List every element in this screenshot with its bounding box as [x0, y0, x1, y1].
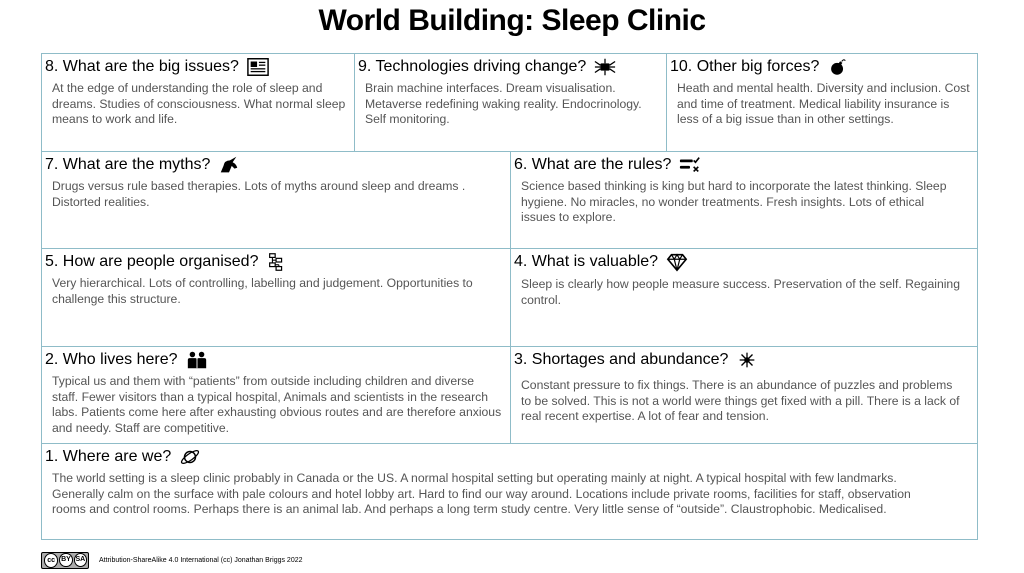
org-chart-icon — [266, 252, 288, 272]
cell-heading — [358, 57, 616, 77]
newspaper-icon — [247, 57, 269, 77]
cell-body: Brain machine interfaces. Dream visualisation. Metaverse redefining waking reality. Endocrinology. Self monitoring. — [365, 81, 642, 127]
cell-body: Sleep is clearly how people measure success. Preservation of the self. Regaining control. — [521, 277, 960, 307]
heading-text: 3. Shortages and abundance? — [514, 351, 729, 368]
unicorn-icon — [218, 155, 240, 175]
sparkle-icon — [736, 350, 758, 370]
heading-text: 8. What are the big issues? — [45, 58, 239, 75]
cell-organised — [42, 249, 511, 347]
cell-body: Drugs versus rule based therapies. Lots of myths around sleep and dreams . Distorted realities. — [52, 179, 466, 209]
heading-text: 6. What are the rules? — [514, 156, 672, 173]
cell-heading — [45, 447, 201, 467]
heading-text: 2. Who lives here? — [45, 351, 178, 368]
cell-body: At the edge of understanding the role of sleep and dreams. Studies of consciousness. What normal sleep means to work and life. — [52, 81, 346, 127]
cell-body: Heath and mental health. Diversity and inclusion. Cost and time of treatment. Medical liability insurance is less of a big issue than in other settings. — [677, 81, 970, 127]
license-text: Attribution-ShareAlike 4.0 International (cc) Jonathan Briggs 2022 — [99, 556, 303, 564]
sa-icon: SA — [74, 553, 87, 567]
cell-valuable — [511, 249, 977, 347]
cell-myths — [42, 152, 511, 249]
cell-heading — [45, 155, 240, 175]
heading-text: 5. How are people organised? — [45, 253, 259, 270]
cell-big-issues — [42, 54, 355, 152]
cell-body: Constant pressure to fix things. There is an abundance of puzzles and problems to be solved. This is not a world were things get fixed with a pill. There is a lack of real recent expertise. A lot of fear and tension. — [521, 378, 960, 424]
cell-other-forces — [667, 54, 977, 152]
planet-icon — [179, 447, 201, 467]
cell-rules — [511, 152, 977, 249]
cell-technologies — [355, 54, 667, 152]
cc-icon: cc — [44, 553, 58, 568]
cell-who-lives — [42, 347, 511, 444]
cell-heading — [45, 252, 288, 272]
cell-heading — [514, 350, 758, 370]
cell-body: The world setting is a sleep clinic probably in Canada or the US. A normal hospital setting but operating mainly at night. A typical hospital with few landmarks. Generally calm on the surface with pale colours and hotel lobby art. Hard to find our way around. Locations include private rooms, facilities for staff, observation rooms and control rooms. Perhaps there is an animal lab. And perhaps a long term study centre. Very little sense of “outside”. Claustrophobic. Medicalised. — [52, 471, 911, 517]
diamond-icon — [666, 252, 688, 272]
cell-body: Typical us and them with “patients” from outside including children and diverse staff. Fewer visitors than a typical hospital, Animals and scientists in the research labs. Patients come here after exhausting obvious routes and are therefore anxious and needy. Staff are competitive. — [52, 374, 502, 435]
page-title: World Building: Sleep Clinic — [318, 4, 706, 37]
cell-heading — [514, 252, 688, 272]
heading-text: 4. What is valuable? — [514, 253, 659, 270]
heading-text: 9. Technologies driving change? — [358, 58, 587, 75]
cell-where — [42, 444, 977, 539]
cell-heading — [45, 57, 269, 77]
rules-list-icon — [679, 155, 701, 175]
cell-heading — [514, 155, 701, 175]
people-icon — [186, 350, 208, 370]
heading-text: 1. Where are we? — [45, 448, 172, 465]
cell-body: Very hierarchical. Lots of controlling, labelling and judgement. Opportunities to challenge this structure. — [52, 276, 473, 306]
heading-text: 7. What are the myths? — [45, 156, 211, 173]
heading-text: 10. Other big forces? — [670, 58, 820, 75]
circuit-icon — [594, 57, 616, 77]
cell-body: Science based thinking is king but hard to incorporate the latest thinking. Sleep hygiene. No miracles, no wonder treatments. Fresh insights. Lots of ethical issues to explore. — [521, 179, 947, 225]
cell-heading — [670, 57, 849, 77]
cell-heading — [45, 350, 208, 370]
by-icon: BY — [59, 553, 72, 567]
cell-shortages — [511, 347, 977, 444]
cc-license-badge — [41, 552, 89, 569]
bomb-icon — [827, 57, 849, 77]
canvas-grid — [41, 53, 978, 540]
footer — [41, 550, 303, 570]
